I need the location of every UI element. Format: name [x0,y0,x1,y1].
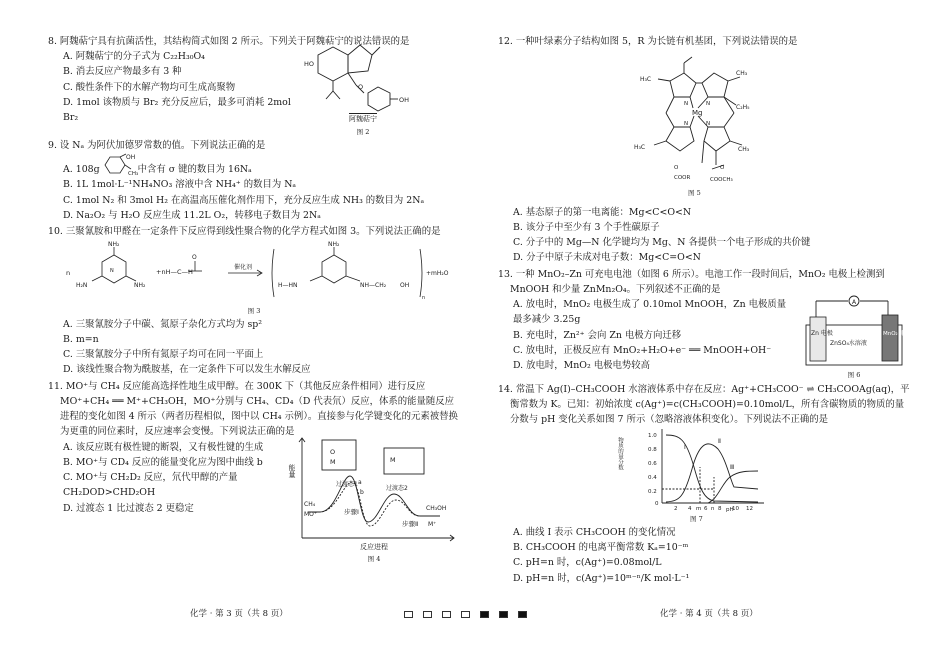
svg-text:M: M [330,457,336,466]
svg-text:CH₃: CH₃ [736,70,748,78]
question-14-option-c: C. pH=n 时，c(Ag⁺)=0.08mol/L [513,557,662,569]
o-cresol-structure [100,153,138,177]
footer-right: 化学 · 第 4 页（共 8 页） [660,609,758,619]
svg-text:O: O [674,165,679,172]
svg-text:COOR: COOR [674,175,691,182]
question-10-option-a: A. 三聚氰胺分子中碳、氮原子杂化方式均为 sp² [63,318,263,330]
figure-7-xlabel: pH [726,507,734,514]
figure-4 [290,434,458,565]
question-9-option-d: D. Na₂O₂ 与 H₂O 反应生成 11.2L O₂，转移电子数目为 2Nₐ [63,209,321,221]
question-11-option-d: D. 过渡态 1 比过渡态 2 更稳定 [63,502,194,514]
x-tick-10: 10 [732,506,739,513]
figure-4-caption: 图 4 [367,554,381,563]
question-12-option-a: A. 基态原子的第一电离能：Mg<C<O<N [513,206,692,218]
svg-text:Mg: Mg [692,109,703,118]
svg-text:CH₃OH: CH₃OH [426,504,447,512]
figure-2-caption: 图 2 [356,127,370,136]
question-8 [48,34,460,137]
svg-text:C₂H₅: C₂H₅ [736,104,750,112]
question-8-option-a: A. 阿魏萜宁的分子式为 C₂₂H₃₀O₄ [63,51,205,63]
y-tick-0-6: 0.6 [648,461,657,468]
svg-text:H₃C: H₃C [640,76,652,84]
question-14 [498,382,910,586]
figure-3-caption: 图 3 [247,307,261,316]
curve-label-1: Ⅰ [684,444,686,452]
svg-text:N: N [706,101,711,108]
svg-text:OH: OH [125,154,135,162]
chlorophyll-structure [618,53,768,187]
x-tick-8: 8 [718,506,722,513]
question-11-option-c: C. MO⁺与 CH₂D₂ 反应，氘代甲醇的产量 CH₂DOD>CHD₂OH [63,472,238,499]
svg-text:N: N [684,121,689,128]
figure-6 [802,297,911,381]
question-12-option-b: B. 该分子中至少有 3 个手性碳原子 [513,221,660,233]
x-tick-4: 4 [688,506,692,513]
footer-left: 化学 · 第 3 页（共 8 页） [190,609,288,619]
curve-label-3: Ⅲ [730,464,735,472]
marker-square-filled [518,611,527,618]
curve-3 [708,471,758,503]
question-12 [498,34,910,266]
svg-text:N: N [110,268,114,275]
question-12-stem: 12. 一种叶绿素分子结构如图 5，R 为长链有机基团，下列说法错误的是 [498,36,798,47]
question-12-option-d: D. 分子中原子未成对电子数：Mg<C=O<N [513,252,701,264]
svg-text:H₃C: H₃C [634,144,646,152]
x-tick-m: m [696,506,702,513]
question-9-option-a-suffix: 中含有 σ 键的数目为 16Nₐ [137,164,252,176]
question-13-stem: 13. 一种 MnO₂–Zn 可充电电池（如图 6 所示）。电池工作一段时间后，MnO₂ 电极上检测到 MnOOH 和少量 ZnMn₂O₄。下列叙述不正确的是 [498,268,885,295]
figure-4-step2-label: 步骤Ⅱ [402,519,419,528]
figure-4-ts1-label: 过渡态1 [336,480,358,488]
question-9-stem: 9. 设 Nₐ 为阿伏加德罗常数的值。下列说法正确的是 [48,140,266,152]
svg-text:b: b [360,488,364,496]
question-11 [48,379,460,565]
y-tick-1: 1.0 [648,433,657,440]
right-column [498,34,910,587]
marker-square [404,611,413,618]
figure-7 [618,427,910,525]
question-8-option-c: C. 酸性条件下的水解产物均可生成高聚物 [63,81,236,93]
svg-text:NH₂: NH₂ [328,241,340,249]
question-10-stem: 10. 三聚氰胺和甲醛在一定条件下反应得到线性聚合物的化学方程式如图 3。下列说法正确的是 [48,226,441,238]
melamine-equation [64,239,449,305]
question-14-option-d: D. pH=n 时，c(Ag⁺)=10ᵐ⁻ⁿ/K mol·L⁻¹ [513,572,690,584]
svg-text:A: A [852,299,857,307]
marker-square-filled [499,611,508,618]
question-9-option-b: B. 1L 1mol·L⁻¹NH₄NO₃ 溶液中含 NH₄⁺ 的数目为 Nₐ [63,179,297,191]
question-9-option-a [48,153,460,177]
question-9-option-a-prefix: A. 108g [63,164,100,176]
svg-text:+nH—C—H: +nH—C—H [156,268,193,277]
svg-text:n: n [422,295,426,302]
question-10-option-c: C. 三聚氰胺分子中所有氮原子均可在同一平面上 [63,349,264,361]
svg-text:OH: OH [400,282,410,290]
question-14-option-a: A. 曲线 Ⅰ 表示 CH₃COOH 的变化情况 [513,526,676,538]
figure-6-electrolyte: ZnSO₄水溶液 [830,340,867,348]
figure-6-mno2-label: MnO₂ 电极 [883,331,911,338]
x-tick-6: 6 [704,506,708,513]
figure-3-catalyst: 催化剂 [234,264,253,272]
svg-text:+mH₂O: +mH₂O [426,270,449,278]
svg-text:O: O [330,447,336,456]
figure-4-ylabel: 能量 [288,463,296,478]
svg-text:a: a [358,478,362,486]
figure-2-name: 阿魏萜宁 [349,113,377,125]
question-8-stem: 8. 阿魏萜宁具有抗菌活性，其结构简式如图 2 所示。下列关于阿魏萜宁的说法错误的是 [48,36,410,47]
figure-7-ylabel: 物质的量分数 [617,437,623,471]
curve-2 [666,444,758,502]
svg-text:NH₂: NH₂ [108,241,120,249]
figure-4-xlabel: 反应进程 [360,542,388,551]
svg-text:CH₃: CH₃ [738,146,750,154]
svg-text:M: M [390,455,396,464]
x-tick-12: 12 [746,506,753,513]
svg-text:M⁺: M⁺ [428,520,437,528]
page-marker [404,611,527,618]
svg-text:CH₃: CH₃ [127,171,138,178]
figure-4-step1-label: 步骤Ⅰ [344,507,359,516]
svg-text:OH: OH [399,96,410,105]
marker-square [442,611,451,618]
question-13-option-d: D. 放电时，MnO₂ 电极电势较高 [513,360,650,372]
question-11-option-a: A. 该反应既有极性键的断裂，又有极性键的生成 [63,441,264,453]
ferutinin-structure [298,35,428,117]
figure-5 [618,53,910,199]
figure-7-caption: 图 7 [690,515,703,524]
figure-6-caption: 图 6 [847,371,861,380]
question-14-stem: 14. 常温下 Ag(Ⅰ)–CH₃COOH 水溶液体系中存在反应：Ag⁺+CH₃COO⁻ ⇌ CH₃COOAg(aq)，平衡常数为 K。已知：初始浓度 c(Ag⁺)=c(CH₃COOH)=0.10mol/L，所有含碳物质的物质的量分数与 pH 变化关系如图 7 所示（忽略溶液体积变化）。下列说法不正确的是 [498,383,910,426]
figure-6-zn-label [811,329,833,337]
marker-square [461,611,470,618]
svg-text:N: N [706,121,711,128]
svg-text:n: n [66,269,71,278]
marker-square-filled [480,611,489,618]
svg-text:O: O [720,165,725,172]
svg-text:H₂N: H₂N [76,282,88,290]
energy-diagram [290,434,458,546]
question-14-option-b: B. CH₃COOH 的电离平衡常数 Kₐ=10⁻ᵐ [513,542,689,554]
fraction-vs-ph-chart [618,427,768,513]
question-10-option-b: B. m=n [63,334,99,345]
question-10-option-d: D. 该线性聚合物为酰胺基，在一定条件下可以发生水解反应 [63,364,311,376]
question-9-option-c: C. 1mol N₂ 和 3mol H₂ 在高温高压催化剂作用下，充分反应生成 NH₃ 的数目为 2Nₐ [63,194,425,206]
question-13-option-c: C. 放电时，正极反应有 MnO₂+H₂O+e⁻ ══ MnOOH+OH⁻ [513,344,772,356]
svg-text:N: N [684,101,689,108]
svg-text:COOCH₃: COOCH₃ [710,177,733,184]
marker-square [423,611,432,618]
question-9 [48,138,460,223]
y-tick-0-2: 0.2 [648,489,657,496]
y-tick-0-8: 0.8 [648,447,657,454]
question-8-option-b: B. 消去反应产物最多有 3 种 [63,66,182,78]
y-tick-0: 0 [655,501,659,508]
y-tick-0-4: 0.4 [648,475,657,482]
x-tick-n: n [711,506,715,513]
figure-5-caption: 图 5 [688,189,701,198]
question-11-option-b: B. MO⁺与 CD₄ 反应的能量变化应为图中曲线 b [63,456,263,468]
svg-text:H—HN: H—HN [278,282,298,290]
svg-text:NH₂: NH₂ [134,282,146,290]
question-13-option-b: B. 充电时，Zn²⁺ 会向 Zn 电极方向迁移 [513,329,682,341]
question-10 [48,224,460,378]
question-8-option-d: D. 1mol 该物质与 Br₂ 充分反应后，最多可消耗 2mol Br₂ [63,96,291,124]
curve-label-2: Ⅱ [718,438,721,446]
question-11-stem: 11. MO⁺与 CH₄ 反应能高选择性地生成甲醇。在 300K 下（其他反应条件相同）进行反应 MO⁺+CH₄ ══ M⁺+CH₃OH，MO⁺分别与 CH₄、CD₄（D 代表氘）反应，体系的能量随反应进程的变化如图 4 所示（两者历程相似，图中以 CH₄ 示例）。直接参与化学键变化的元素被替换为更重的同位素时，反应速率会变慢。下列说法正确的是 [48,380,458,438]
figure-6-zn-text: Zn 电极 [811,330,833,338]
figure-2 [298,35,428,137]
svg-text:NH—CH₂: NH—CH₂ [360,282,387,290]
figure-4-ts2-label: 过渡态2 [386,484,408,492]
question-12-option-c: C. 分子中的 Mg—N 化学键均为 Mg、N 各提供一个电子形成的共价键 [513,237,811,249]
svg-text:MO⁺: MO⁺ [304,510,318,518]
svg-text:O: O [358,83,364,92]
svg-text:CH₄: CH₄ [304,500,316,508]
question-13-option-a: A. 放电时，MnO₂ 电极生成了 0.10mol MnOOH，Zn 电极质量最多减少 3.25g [513,299,787,326]
battery-diagram [802,297,911,369]
figure-3 [48,239,460,317]
svg-text:HO: HO [304,60,315,69]
left-column [48,34,460,565]
x-tick-2: 2 [674,506,678,513]
svg-text:O: O [192,254,197,262]
question-13 [498,267,910,381]
